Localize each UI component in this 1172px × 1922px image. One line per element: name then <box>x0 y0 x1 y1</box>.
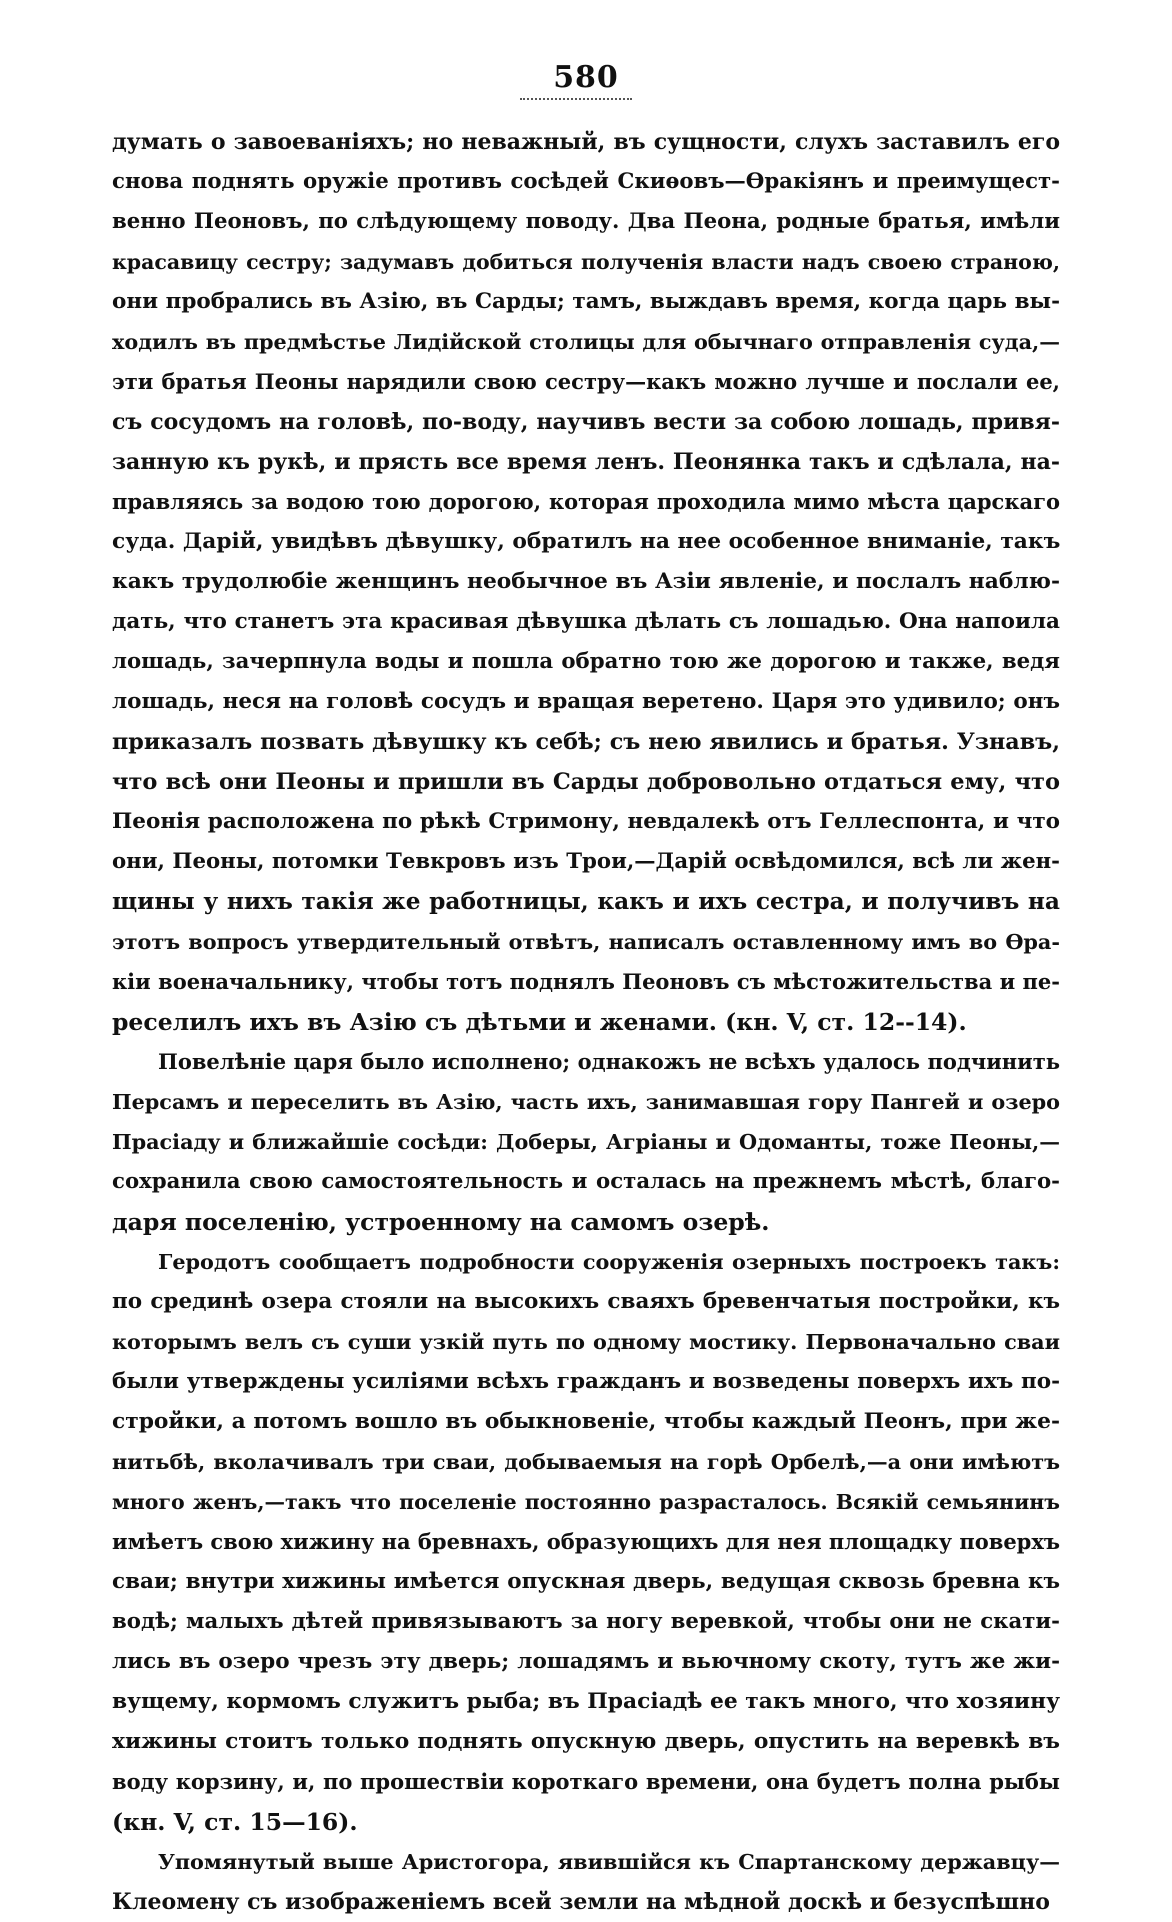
text-line: нитьбѣ, вколачивалъ три сваи, добываемыя на горѣ Орбелѣ,—а они имѣютъ <box>112 1450 1060 1474</box>
text-line: щины у нихъ такія же работницы, какъ и ихъ сестра, и получивъ на <box>112 888 1060 915</box>
text-line: сохранила свою самостоятельность и осталась на прежнемъ мѣстѣ, благо- <box>112 1169 1060 1194</box>
text-line: много женъ,—такъ что поселеніе постоянно разрасталось. Всякій семьянинъ <box>112 1490 1060 1514</box>
paragraph <box>112 1842 1060 1922</box>
paragraph <box>112 1242 1060 1842</box>
text-line: кіи военачальнику, чтобы тотъ поднялъ Пеоновъ съ мѣстожительства и пе- <box>112 969 1060 994</box>
text-line: занную къ рукѣ, и прясть все время ленъ. Пеонянка такъ и сдѣлала, на- <box>112 449 1060 475</box>
text-line: которымъ велъ съ суши узкій путь по одному мостику. Первоначально сваи <box>112 1330 1060 1354</box>
text-line: красавицу сестру; задумавъ добиться полученія власти надъ своею страною, <box>112 250 1060 274</box>
paragraph <box>112 1042 1060 1242</box>
text-line: венно Пеоновъ, по слѣдующему поводу. Два Пеона, родные братья, имѣли <box>112 209 1060 234</box>
text-line: Прасіаду и ближайшіе сосѣди: Доберы, Агріаны и Одоманты, тоже Пеоны,— <box>112 1130 1060 1154</box>
text-line: воду корзину, и, по прошествіи короткаго времени, она будетъ полна рыбы <box>112 1769 1060 1794</box>
text-line: они пробрались въ Азію, въ Сарды; тамъ, выждавъ время, когда царь вы- <box>112 289 1060 314</box>
text-line: имѣетъ свою хижину на бревнахъ, образующихъ для нея площадку поверхъ <box>112 1529 1060 1554</box>
text-line: Повелѣніе царя было исполнено; однакожъ не всѣхъ удалось подчинить <box>158 1049 1060 1074</box>
text-line: правляясь за водою тою дорогою, которая проходила мимо мѣста царскаго <box>112 489 1060 514</box>
text-line: что всѣ они Пеоны и пришли въ Сарды добровольно отдаться ему, что <box>112 769 1060 795</box>
text-line: по срединѣ озера стояли на высокихъ сваяхъ бревенчатыя постройки, къ <box>112 1289 1060 1314</box>
text-line: сваи; внутри хижины имѣется опускная дверь, ведущая сквозь бревна къ <box>112 1569 1060 1594</box>
text-line: лошадь, зачерпнула воды и пошла обратно тою же дорогою и также, ведя <box>112 649 1060 674</box>
text-line: они, Пеоны, потомки Тевкровъ изъ Трои,—Дарій освѣдомился, всѣ ли жен- <box>112 849 1060 874</box>
text-line: Клеомену съ изображеніемъ всей земли на мѣдной доскѣ и безуспѣшно <box>112 1889 1050 1915</box>
text-line: Персамъ и переселить въ Азію, часть ихъ, занимавшая гору Пангей и озеро <box>112 1090 1060 1114</box>
text-line: были утверждены усиліями всѣхъ гражданъ и возведены поверхъ ихъ по- <box>112 1369 1060 1394</box>
paragraph <box>112 122 1060 1042</box>
text-line: даря поселенію, устроенному на самомъ озерѣ. <box>112 1208 770 1236</box>
text-line: лись въ озеро чрезъ эту дверь; лошадямъ и вьючному скоту, тутъ же жи- <box>112 1649 1060 1674</box>
body-text <box>112 122 1060 1922</box>
text-line: съ сосудомъ на головѣ, по-воду, научивъ вести за собою лошадь, привя- <box>112 409 1060 435</box>
text-line: Геродотъ сообщаетъ подробности сооруженія озерныхъ построекъ такъ: <box>158 1250 1060 1274</box>
text-line: ходилъ въ предмѣстье Лидійской столицы для обычнаго отправленія суда,— <box>112 330 1060 354</box>
text-line: снова поднять оружіе противъ сосѣдей Скиѳовъ—Ѳракіянъ и преимущест- <box>112 169 1060 194</box>
text-line: эти братья Пеоны нарядили свою сестру—какъ можно лучше и послали ее, <box>112 369 1060 394</box>
page-number: 580 <box>553 60 619 95</box>
text-line: стройки, а потомъ вошло въ обыкновеніе, чтобы каждый Пеонъ, при же- <box>112 1409 1060 1434</box>
text-line: суда. Дарій, увидѣвъ дѣвушку, обратилъ на нее особенное вниманіе, такъ <box>112 529 1060 554</box>
text-line: реселилъ ихъ въ Азію съ дѣтьми и женами. (кн. V, ст. 12--14). <box>112 1008 967 1036</box>
text-line: дать, что станетъ эта красивая дѣвушка дѣлать съ лошадью. Она напоила <box>112 609 1060 634</box>
text-line: вущему, кормомъ служитъ рыба; въ Прасіадѣ ее такъ много, что хозяину <box>112 1689 1060 1714</box>
text-line: хижины стоитъ только поднять опускную дверь, опустить на веревкѣ въ <box>112 1729 1060 1754</box>
text-line: Пеонія расположена по рѣкѣ Стримону, невдалекѣ отъ Геллеспонта, и что <box>112 809 1060 834</box>
text-line: этотъ вопросъ утвердительный отвѣтъ, написалъ оставленному имъ во Ѳра- <box>112 930 1060 954</box>
text-line: думать о завоеваніяхъ; но неважный, въ сущности, слухъ заставилъ его <box>112 129 1060 155</box>
text-line: какъ трудолюбіе женщинъ необычное въ Азіи явленіе, и послалъ наблю- <box>112 569 1060 594</box>
text-line: (кн. V, ст. 15—16). <box>112 1808 358 1836</box>
text-line: водѣ; малыхъ дѣтей привязываютъ за ногу веревкой, чтобы они не скати- <box>112 1609 1060 1634</box>
text-line: Упомянутый выше Аристогора, явившійся къ Спартанскому державцу— <box>158 1850 1060 1874</box>
page-number-rule <box>520 98 632 102</box>
text-line: лошадь, неся на головѣ сосудъ и вращая веретено. Царя это удивило; онъ <box>112 689 1060 714</box>
text-line: приказалъ позвать дѣвушку къ себѣ; съ нею явились и братья. Узнавъ, <box>112 729 1060 755</box>
